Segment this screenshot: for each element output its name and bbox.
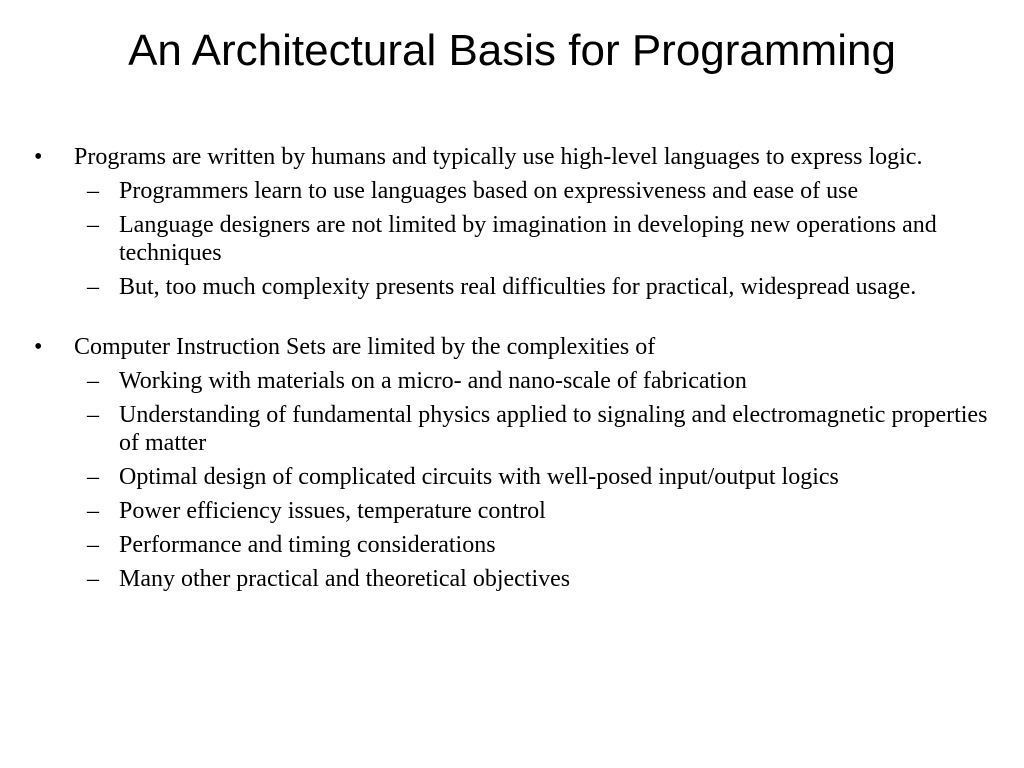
slide-body (0, 137, 1024, 593)
sub-bullet-text: Power efficiency issues, temperature control (119, 498, 546, 524)
dash-icon: – (87, 566, 99, 592)
sub-bullet-item (87, 531, 989, 559)
sub-bullet-item (87, 177, 989, 205)
sub-bullet-text: Performance and timing considerations (119, 532, 496, 558)
sub-bullet-item (87, 401, 989, 457)
bullet-icon: • (34, 144, 43, 170)
group-spacer (0, 301, 1024, 327)
sub-bullet-item (87, 367, 989, 395)
sub-bullet-item (87, 463, 989, 491)
dash-icon: – (87, 368, 99, 394)
dash-icon: – (87, 178, 99, 204)
bullet-text: Computer Instruction Sets are limited by the complexities of (74, 334, 656, 360)
sub-bullet-text: Understanding of fundamental physics applied to signaling and electromagnetic properties of matter (119, 402, 988, 456)
sub-bullet-text: Programmers learn to use languages based on expressiveness and ease of use (119, 178, 859, 204)
dash-icon: – (87, 212, 99, 238)
sub-bullet-item (87, 211, 989, 267)
bullet-item (34, 143, 954, 171)
bullet-text: Programs are written by humans and typically use high-level languages to express logic. (74, 144, 923, 170)
bullet-item (34, 333, 954, 361)
sub-bullet-item (87, 497, 989, 525)
bullet-icon: • (34, 334, 43, 360)
sub-bullet-item (87, 565, 989, 593)
sub-bullet-text: Optimal design of complicated circuits with well-posed input/output logics (119, 464, 839, 490)
dash-icon: – (87, 464, 99, 490)
dash-icon: – (87, 532, 99, 558)
dash-icon: – (87, 498, 99, 524)
dash-icon: – (87, 274, 99, 300)
dash-icon: – (87, 402, 99, 428)
sub-bullet-text: But, too much complexity presents real difficulties for practical, widespread usage. (119, 274, 917, 300)
sub-bullet-item (87, 273, 989, 301)
sub-bullet-text: Language designers are not limited by imagination in developing new operations and techniques (119, 212, 937, 266)
sub-bullet-text: Working with materials on a micro- and nano-scale of fabrication (119, 368, 747, 394)
sub-bullet-text: Many other practical and theoretical objectives (119, 566, 571, 592)
slide-title: An Architectural Basis for Programming (128, 26, 896, 75)
